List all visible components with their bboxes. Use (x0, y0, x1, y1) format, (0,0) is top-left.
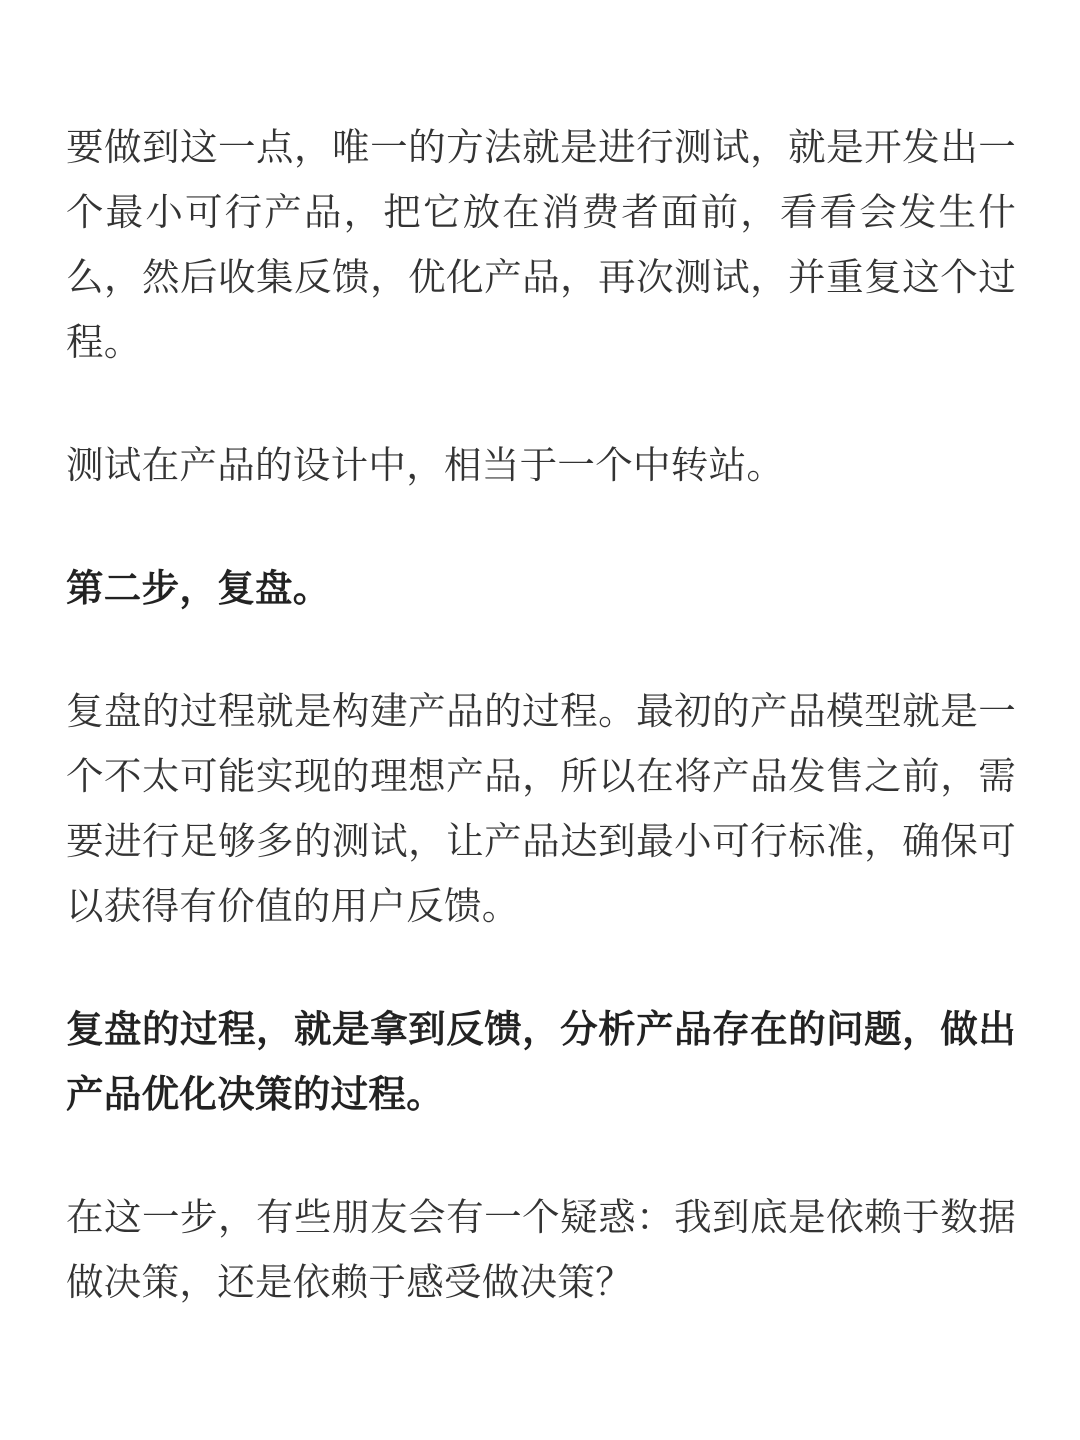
paragraph-testing-method: 要做到这一点，唯一的方法就是进行测试，就是开发出一个最小可行产品，把它放在消费者面前，看看会发生什么，然后收集反馈，优化产品，再次测试，并重复这个过程。 (66, 125, 1016, 364)
paragraph-testing-role: 测试在产品的设计中，相当于一个中转站。 (66, 443, 785, 487)
paragraph-review-definition: 复盘的过程，就是拿到反馈，分析产品存在的问题，做出产品优化决策的过程。 (66, 1007, 1016, 1116)
paragraph-review-process: 复盘的过程就是构建产品的过程。最初的产品模型就是一个不太可能实现的理想产品，所以在将产品发售之前，需要进行足够多的测试，让产品达到最小可行标准，确保可以获得有价值的用户反馈。 (66, 689, 1016, 928)
paragraph-decision-question: 在这一步，有些朋友会有一个疑惑：我到底是依赖于数据做决策，还是依赖于感受做决策？ (66, 1195, 1016, 1304)
article-body (66, 115, 1016, 1373)
heading-step-two: 第二步，复盘。 (66, 566, 331, 610)
